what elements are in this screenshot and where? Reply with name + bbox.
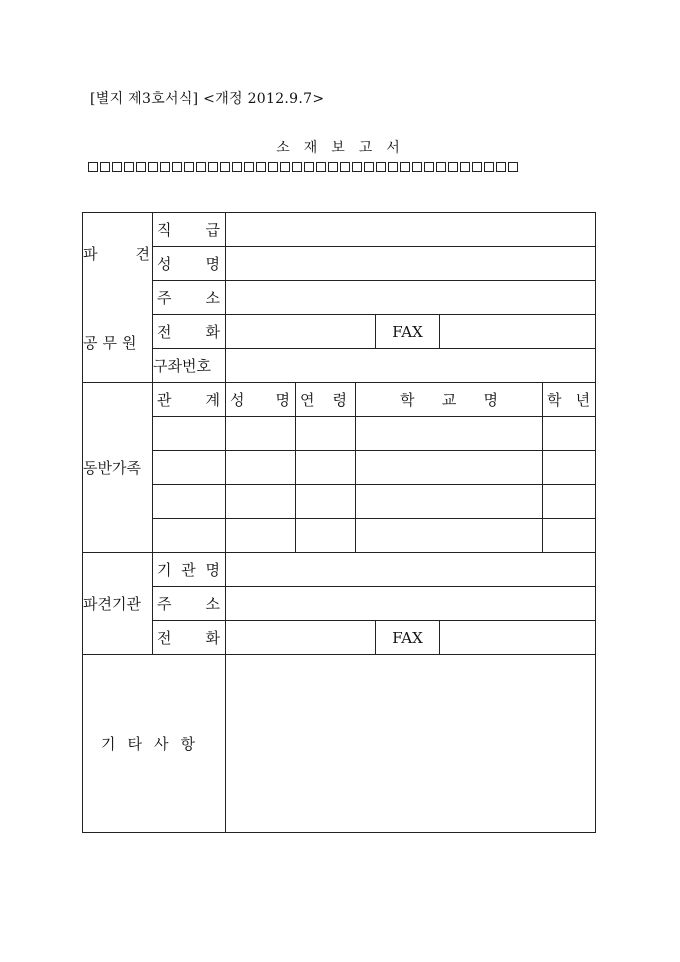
checkbox-square xyxy=(412,162,422,172)
official-label-top: 파 견 xyxy=(83,244,150,263)
agency-name-field[interactable] xyxy=(226,553,596,587)
checkbox-square xyxy=(112,162,122,172)
form-title: 소재보고서 xyxy=(276,140,414,156)
checkbox-row xyxy=(88,162,518,172)
agency-address-label: 주 소 xyxy=(157,595,220,613)
agency-fax-label: FAX xyxy=(376,621,440,655)
checkbox-square xyxy=(172,162,182,172)
checkbox-square xyxy=(304,162,314,172)
official-address-label: 주 소 xyxy=(157,289,220,307)
family-section-label: 동반가족 xyxy=(83,383,153,553)
account-number-field[interactable] xyxy=(226,349,596,383)
agency-phone-field[interactable] xyxy=(226,621,376,655)
other-matters-label: 기타사항 xyxy=(83,655,226,833)
official-label-bottom: 공무원 xyxy=(83,333,142,352)
checkbox-square xyxy=(316,162,326,172)
agency-fax-field[interactable] xyxy=(440,621,596,655)
checkbox-square xyxy=(244,162,254,172)
official-phone-label: 전 화 xyxy=(157,323,220,341)
family-row xyxy=(83,417,596,451)
report-form-table xyxy=(82,212,596,833)
official-fax-label: FAX xyxy=(376,315,440,349)
checkbox-square xyxy=(292,162,302,172)
agency-phone-label: 전 화 xyxy=(157,629,220,647)
checkbox-square xyxy=(508,162,518,172)
checkbox-square xyxy=(196,162,206,172)
family-school-cell[interactable] xyxy=(356,519,543,553)
family-school-cell[interactable] xyxy=(356,451,543,485)
family-age-cell[interactable] xyxy=(296,519,356,553)
checkbox-square xyxy=(460,162,470,172)
checkbox-square xyxy=(388,162,398,172)
checkbox-square xyxy=(436,162,446,172)
family-header-age: 연 령 xyxy=(300,391,347,409)
checkbox-square xyxy=(232,162,242,172)
family-name-cell[interactable] xyxy=(226,519,296,553)
family-header-relation: 관 계 xyxy=(157,391,220,409)
family-grade-cell[interactable] xyxy=(543,485,596,519)
agency-section-label: 파견기관 xyxy=(83,553,153,655)
checkbox-square xyxy=(448,162,458,172)
official-name-field[interactable] xyxy=(226,247,596,281)
checkbox-square xyxy=(88,162,98,172)
rank-label: 직 급 xyxy=(157,221,220,239)
official-section-label xyxy=(83,213,153,383)
checkbox-square xyxy=(208,162,218,172)
family-grade-cell[interactable] xyxy=(543,417,596,451)
family-name-cell[interactable] xyxy=(226,451,296,485)
family-row xyxy=(83,519,596,553)
family-age-cell[interactable] xyxy=(296,485,356,519)
checkbox-square xyxy=(220,162,230,172)
family-relation-cell[interactable] xyxy=(153,417,226,451)
rank-field[interactable] xyxy=(226,213,596,247)
checkbox-square xyxy=(400,162,410,172)
official-address-field[interactable] xyxy=(226,281,596,315)
checkbox-square xyxy=(376,162,386,172)
official-phone-field[interactable] xyxy=(226,315,376,349)
checkbox-square xyxy=(136,162,146,172)
account-number-label: 구좌번호 xyxy=(153,349,226,383)
family-relation-cell[interactable] xyxy=(153,451,226,485)
family-relation-cell[interactable] xyxy=(153,519,226,553)
checkbox-square xyxy=(100,162,110,172)
other-matters-field[interactable] xyxy=(226,655,596,833)
family-header-school: 학 교 명 xyxy=(400,391,498,409)
checkbox-square xyxy=(340,162,350,172)
agency-address-field[interactable] xyxy=(226,587,596,621)
family-grade-cell[interactable] xyxy=(543,519,596,553)
official-fax-field[interactable] xyxy=(440,315,596,349)
checkbox-square xyxy=(352,162,362,172)
family-header-grade: 학 년 xyxy=(547,391,591,409)
checkbox-square xyxy=(472,162,482,172)
checkbox-square xyxy=(256,162,266,172)
checkbox-square xyxy=(148,162,158,172)
agency-name-label: 기 관 명 xyxy=(157,561,220,579)
checkbox-square xyxy=(124,162,134,172)
family-age-cell[interactable] xyxy=(296,451,356,485)
family-school-cell[interactable] xyxy=(356,417,543,451)
family-header-name: 성 명 xyxy=(230,391,290,409)
checkbox-square xyxy=(280,162,290,172)
checkbox-square xyxy=(496,162,506,172)
family-school-cell[interactable] xyxy=(356,485,543,519)
family-age-cell[interactable] xyxy=(296,417,356,451)
form-header: [별지 제3호서식] <개정 2012.9.7> xyxy=(90,91,325,107)
family-row xyxy=(83,451,596,485)
family-name-cell[interactable] xyxy=(226,417,296,451)
checkbox-square xyxy=(484,162,494,172)
family-relation-cell[interactable] xyxy=(153,485,226,519)
official-name-label: 성 명 xyxy=(157,255,220,273)
family-name-cell[interactable] xyxy=(226,485,296,519)
family-grade-cell[interactable] xyxy=(543,451,596,485)
checkbox-square xyxy=(364,162,374,172)
checkbox-square xyxy=(184,162,194,172)
checkbox-square xyxy=(160,162,170,172)
checkbox-square xyxy=(328,162,338,172)
checkbox-square xyxy=(268,162,278,172)
family-row xyxy=(83,485,596,519)
checkbox-square xyxy=(424,162,434,172)
